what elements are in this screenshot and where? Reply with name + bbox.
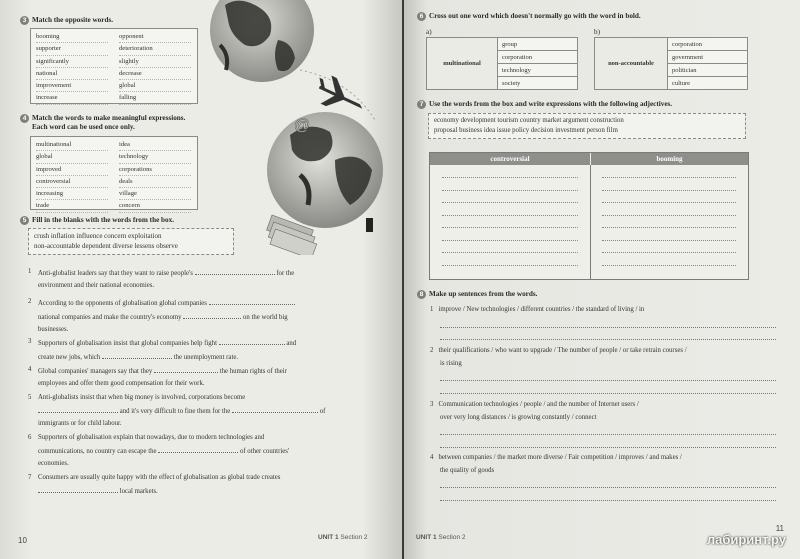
ex8-item-1: 1 improve / New technologies / different countries / the standard of living / in bbox=[430, 306, 645, 313]
ex8-item-3-line-2: over very long distances / is growing constantly / connect bbox=[440, 414, 597, 421]
ex7-col-booming: booming bbox=[591, 153, 748, 165]
answer-line[interactable] bbox=[440, 393, 776, 394]
ex5-sentence-4: 4 Global companies' managers say that they the human rights of their employees and offer them good compensation for their work. bbox=[28, 366, 287, 387]
answer-line[interactable] bbox=[602, 240, 736, 241]
answer-line[interactable] bbox=[440, 339, 776, 340]
list-item: improved bbox=[36, 164, 108, 176]
ex3-col1 bbox=[36, 31, 108, 105]
list-item: decrease bbox=[119, 68, 191, 80]
answer-line[interactable] bbox=[602, 252, 736, 253]
ex5-box-line-2: non-accountable dependent diverse lessens observe bbox=[34, 242, 178, 250]
ex4-word-box bbox=[30, 136, 198, 210]
ex8-item-3: 3 Communication technologies / people / and the number of Internet users / bbox=[430, 401, 639, 408]
ex6-number: 6 bbox=[417, 12, 426, 21]
ex6-b-word[interactable]: corporation bbox=[668, 38, 748, 51]
list-item: significantly bbox=[36, 56, 108, 68]
list-item: controversial bbox=[36, 176, 108, 188]
ex6-title: 6 Cross out one word which doesn't normally go with the word in bold. bbox=[417, 12, 641, 21]
list-item: slightly bbox=[119, 56, 191, 68]
list-item: deterioration bbox=[119, 43, 191, 55]
answer-line[interactable] bbox=[442, 265, 578, 266]
ex3-col2 bbox=[119, 31, 191, 105]
answer-line[interactable] bbox=[442, 202, 578, 203]
blank-field[interactable] bbox=[102, 350, 172, 359]
answer-line[interactable] bbox=[442, 227, 578, 228]
ex7-word-box bbox=[428, 113, 746, 139]
answer-line[interactable] bbox=[602, 227, 736, 228]
ex5-sentence-7: 7 Consumers are usually quite happy with the effect of globalisation as global trade creates local markets. bbox=[28, 474, 281, 495]
ex7-number: 7 bbox=[417, 100, 426, 109]
globe-collage-art bbox=[200, 0, 400, 255]
ex5-sentence-5: 5 Anti-globalists insist that when big money is involved, corporations become and it's very difficult to fine them for the of immigrants or for child labour. bbox=[28, 394, 326, 427]
ex8-item-2-line-2: is rising bbox=[440, 360, 462, 367]
ex6-b-word[interactable]: culture bbox=[668, 77, 748, 90]
ex7-box-line-2: proposal business idea issue policy decision investment person film bbox=[434, 127, 618, 134]
answer-line[interactable] bbox=[442, 177, 578, 178]
answer-line[interactable] bbox=[440, 487, 776, 488]
email-icon bbox=[294, 117, 310, 134]
left-page-number: 10 bbox=[18, 536, 27, 545]
list-item: technology bbox=[119, 151, 191, 163]
answer-line[interactable] bbox=[602, 190, 736, 191]
answer-line[interactable] bbox=[442, 252, 578, 253]
ex6-table-a bbox=[426, 37, 578, 90]
answer-line[interactable] bbox=[440, 447, 776, 448]
ex8-title: 8 Make up sentences from the words. bbox=[417, 290, 537, 299]
ex5-box-line-1: crush inflation influence concern exploitation bbox=[34, 232, 162, 240]
list-item: global bbox=[36, 151, 108, 163]
blank-field[interactable] bbox=[38, 404, 118, 413]
answer-line[interactable] bbox=[602, 202, 736, 203]
ex6-b-word[interactable]: politician bbox=[668, 64, 748, 77]
answer-line[interactable] bbox=[440, 434, 776, 435]
list-item: booming bbox=[36, 31, 108, 43]
watermark: лабиринт.ру bbox=[706, 532, 786, 547]
ex6-b-head: non-accountable bbox=[595, 38, 668, 90]
ex7-title: 7 Use the words from the box and write expressions with the following adjectives. bbox=[417, 100, 672, 109]
list-item: global bbox=[119, 80, 191, 92]
list-item: falling bbox=[119, 92, 191, 104]
ex4-number: 4 bbox=[20, 114, 29, 123]
right-footer: UNIT 1 Section 2 bbox=[416, 534, 466, 541]
left-footer: UNIT 1 Section 2 bbox=[318, 534, 368, 541]
ex7-col-controversial: controversial bbox=[430, 153, 591, 165]
ex3-title: 3 Match the opposite words. bbox=[20, 16, 113, 25]
ex6-table-b bbox=[594, 37, 748, 90]
ex7-answer-table bbox=[429, 152, 749, 280]
ex4-col1 bbox=[36, 139, 108, 213]
ex6-a-word[interactable]: group bbox=[498, 38, 578, 51]
globe-icon bbox=[267, 112, 383, 232]
ex4-title: 4 Match the words to make meaningful expressions. bbox=[20, 114, 185, 123]
blank-field[interactable] bbox=[219, 336, 285, 345]
list-item: trade bbox=[36, 200, 108, 212]
list-item: multinational bbox=[36, 139, 108, 151]
blank-field[interactable] bbox=[154, 364, 218, 373]
right-page-number: 11 bbox=[775, 524, 784, 533]
ex6-label-a: a) bbox=[426, 28, 432, 36]
answer-line[interactable] bbox=[602, 215, 736, 216]
ex5-sentence-1: 1 Anti-globalist leaders say that they want to raise people's for the environment and their national economies. bbox=[28, 268, 295, 289]
answer-line[interactable] bbox=[440, 500, 776, 501]
globe-icon bbox=[210, 0, 314, 82]
ex8-item-4: 4 between companies / the market more diverse / Fair competition / improves / and makes / bbox=[430, 454, 682, 461]
list-item: national bbox=[36, 68, 108, 80]
ex3-number: 3 bbox=[20, 16, 29, 25]
ex6-a-word[interactable]: corporation bbox=[498, 51, 578, 64]
ex6-a-word[interactable]: technology bbox=[498, 64, 578, 77]
blank-field[interactable] bbox=[195, 266, 275, 275]
blank-field[interactable] bbox=[38, 484, 118, 493]
ex8-item-4-line-2: the quality of goods bbox=[440, 467, 495, 474]
ex5-sentence-3: 3 Supporters of globalisation insist that global companies help fight and create new jobs, which the unemployment rate. bbox=[28, 338, 297, 361]
answer-line[interactable] bbox=[602, 265, 736, 266]
ex6-a-head: multinational bbox=[427, 38, 498, 90]
ex8-number: 8 bbox=[417, 290, 426, 299]
ex5-title: 5 Fill in the blanks with the words from the box. bbox=[20, 216, 174, 225]
list-item: concern bbox=[119, 200, 191, 212]
list-item: increasing bbox=[36, 188, 108, 200]
right-page bbox=[404, 0, 800, 559]
ex8-item-2: 2 their qualifications / who want to upgrade / The number of people / or take retrain courses / bbox=[430, 347, 687, 354]
ex4-subtitle: Each word can be used once only. bbox=[32, 123, 135, 131]
blank-field[interactable] bbox=[209, 296, 295, 305]
blank-field[interactable] bbox=[158, 444, 238, 453]
blank-field[interactable] bbox=[232, 404, 318, 413]
ex7-box-line-1: economy development tourism country market argument construction bbox=[434, 117, 624, 124]
answer-line[interactable] bbox=[440, 327, 776, 328]
list-item: village bbox=[119, 188, 191, 200]
ex6-b-word[interactable]: government bbox=[668, 51, 748, 64]
list-item: supporter bbox=[36, 43, 108, 55]
list-item: increase bbox=[36, 92, 108, 104]
list-item: idea bbox=[119, 139, 191, 151]
answer-line[interactable] bbox=[442, 215, 578, 216]
list-item: corporations bbox=[119, 164, 191, 176]
ex5-sentence-2: 2 According to the opponents of globalisation global companies national companies and make the country's economy on the world big businesses. bbox=[38, 296, 378, 336]
ex6-label-b: b) bbox=[594, 28, 600, 36]
ex5-number: 5 bbox=[20, 216, 29, 225]
list-item: deals bbox=[119, 176, 191, 188]
ex6-a-word[interactable]: society bbox=[498, 77, 578, 90]
list-item: opponent bbox=[119, 31, 191, 43]
column-divider bbox=[590, 165, 591, 279]
svg-text:@: @ bbox=[294, 117, 311, 134]
answer-line[interactable] bbox=[440, 380, 776, 381]
answer-line[interactable] bbox=[602, 177, 736, 178]
answer-line[interactable] bbox=[442, 240, 578, 241]
list-item: improvement bbox=[36, 80, 108, 92]
answer-line[interactable] bbox=[442, 190, 578, 191]
ex5-sentence-6: 6 Supporters of globalisation explain that nowadays, due to modern technologies and communications, no country can escape the of other countries' economies. bbox=[28, 434, 290, 467]
blank-field[interactable] bbox=[183, 310, 241, 319]
ex4-col2 bbox=[119, 139, 191, 213]
ex3-word-box bbox=[30, 28, 198, 104]
